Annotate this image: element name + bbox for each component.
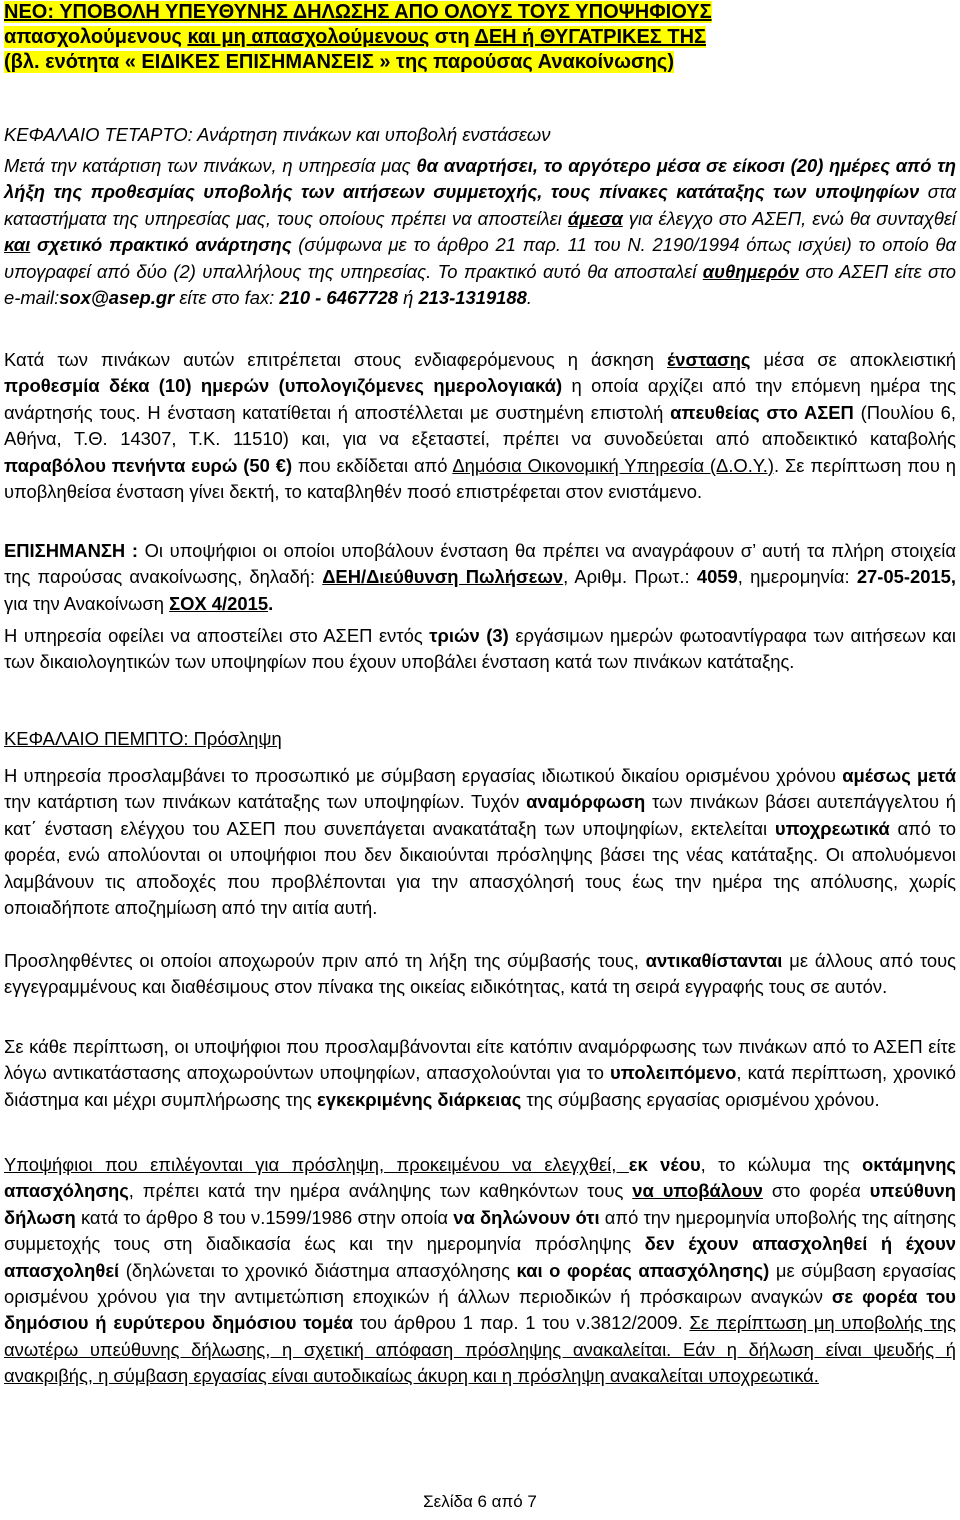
chapter-4-title: ΚΕΦΑΛΑΙΟ ΤΕΤΑΡΤΟ: Ανάρτηση πινάκων και υποβολή ενστάσεων (4, 124, 551, 145)
chapter-5-title: ΚΕΦΑΛΑΙΟ ΠΕΜΠΤΟ: Πρόσληψη (4, 728, 282, 749)
chapter-4-notice-paragraph: ΕΠΙΣΗΜΑΝΣΗ : Οι υποψήφιοι οι οποίοι υποβάλουν ένσταση θα πρέπει να αναγράφουν σ’ αυτή τα πλήρη στοιχεία της παρούσας ανακοίνωσης, δηλαδή: ΔΕΗ/Διεύθυνση Πωλήσεων, Αριθμ. Πρωτ.: 4059, ημερομηνία: 27-05-2015, για την Ανακοίνωση ΣΟΧ 4/2015. (4, 540, 957, 614)
chapter-4-paragraph-2: Κατά των πινάκων αυτών επιτρέπεται στους ενδιαφερόμενους η άσκηση ένστασης μέσα σε αποκλειστική προθεσμία δέκα (10) ημερών (υπολογιζόμενες ημερολογιακά) η οποία αρχίζει από την επόμενη ημέρα της ανάρτησής τους. Η ένσταση κατατίθεται ή αποστέλλεται με συστημένη επιστολή απευθείας στο ΑΣΕΠ (Πουλίου 6, Αθήνα, Τ.Θ. 14307, Τ.Κ. 11510) και, για να εξεταστεί, πρέπει να συνοδεύεται από αποδεικτικό καταβολής παραβόλου πενήντα ευρώ (50 €) που εκδίδεται από Δημόσια Οικονομική Υπηρεσία (Δ.Ο.Υ.). Σε περίπτωση που η υποβληθείσα ένσταση γίνει δεκτή, το καταβληθέν ποσό επιστρέφεται στον ενιστάμενο. (4, 349, 957, 503)
chapter-5-paragraph-3: Σε κάθε περίπτωση, οι υποψήφιοι που προσλαμβάνονται είτε κατόπιν αναμόρφωσης των πινάκων από το ΑΣΕΠ είτε λόγω αντικατάστασης αποχωρούντων υποψηφίων, απασχολούνται για το υπολειπόμενο, κατά περίπτωση, χρονικό διάστημα και μέχρι συμπλήρωσης της εγκεκριμένης διάρκειας της σύμβασης εργασίας ορισμένου χρόνου. (4, 1036, 956, 1110)
notice-header-line-2: απασχολούμενους και μη απασχολούμενους στη ΔΕΗ ή ΘΥΓΑΤΡΙΚΕΣ ΤΗΣ (4, 26, 707, 48)
chapter-5-paragraph-4: Υποψήφιοι που επιλέγονται για πρόσληψη, προκειμένου να ελεγχθεί, εκ νέου, το κώλυμα της οκτάμηνης απασχόλησης, πρέπει κατά την ημέρα ανάληψης των καθηκόντων τους να υποβάλουν στο φορέα υπεύθυνη δήλωση κατά το άρθρο 8 του ν.1599/1986 στην οποία να δηλώνουν ότι από την ημερομηνία υποβολής της αίτησης συμμετοχής τους στη διαδικασία έως και την ημερομηνία πρόσληψης δεν έχουν απασχοληθεί ή έχουν απασχοληθεί (δηλώνεται το χρονικό διάστημα απασχόλησης και ο φορέας απασχόλησης) με σύμβαση εργασίας ορισμένου χρόνου για την αντιμετώπιση εποχικών ή άλλων περιοδικών ή πρόσκαιρων αναγκών σε φορέα του δημόσιου ή ευρύτερου δημόσιου τομέα του άρθρου 1 παρ. 1 του ν.3812/2009. Σε περίπτωση μη υποβολής της ανωτέρω υπεύθυνης δήλωσης, η σχετική απόφαση πρόσληψης ανακαλείται. Εάν η δήλωση είναι ψευδής ή ανακριβής, η σύμβαση εργασίας είναι αυτοδικαίως άκυρη και η πρόσληψη ανακαλείται υποχρεωτικά. (4, 1154, 957, 1387)
chapter-4-paragraph-1: Μετά την κατάρτιση των πινάκων, η υπηρεσία μας θα αναρτήσει, το αργότερο μέσα σε είκοσι (20) ημέρες από τη λήξη της προθεσμίας υποβολής των αιτήσεων συμμετοχής, τους πίνακες κατάταξης των υποψηφίων στα καταστήματα της υπηρεσίας μας, τους οποίους πρέπει να αποστείλει άμεσα για έλεγχο στο ΑΣΕΠ, ενώ θα συνταχθεί και σχετικό πρακτικό ανάρτησης (σύμφωνα με το άρθρο 21 παρ. 11 του Ν. 2190/1994 όπως ισχύει) το οποίο θα υπογραφεί από δύο (2) υπαλλήλους της υπηρεσίας. Το πρακτικό αυτό θα αποσταλεί αυθημερόν στο ΑΣΕΠ είτε στο e-mail:sox@asep.gr είτε στο fax: 210 - 6467728 ή 213-1319188. (4, 155, 956, 309)
chapter-5-paragraph-2: Προσληφθέντες οι οποίοι αποχωρούν πριν από τη λήξη της σύμβασής τους, αντικαθίστανται με άλλους από τους εγγεγραμμένους και διαθέσιμους στον πίνακα της οικείας ειδικότητας, κατά τη σειρά εγγραφής τους σε αυτόν. (4, 950, 957, 998)
chapter-4-paragraph-4: Η υπηρεσία οφείλει να αποστείλει στο ΑΣΕΠ εντός τριών (3) εργάσιμων ημερών φωτοαντίγραφα των αιτήσεων και των δικαιολογητικών των υποψηφίων που έχουν υποβάλει ένσταση κατά των πινάκων κατάταξης. (4, 625, 956, 673)
notice-header (4, 0, 956, 75)
notice-header-line-3: (βλ. ενότητα « ΕΙΔΙΚΕΣ ΕΠΙΣΗΜΑΝΣΕΙΣ » της παρούσας Ανακοίνωσης) (4, 51, 674, 73)
chapter-5-paragraph-1: Η υπηρεσία προσλαμβάνει το προσωπικό με σύμβαση εργασίας ιδιωτικού δικαίου ορισμένου χρόνου αμέσως μετά την κατάρτιση των πινάκων κατάταξης των υποψηφίων. Τυχόν αναμόρφωση των πινάκων βάσει αυτεπάγγελτου ή κατ΄ ένσταση ελέγχου του ΑΣΕΠ που συνεπάγεται ανακατάταξη των υποψηφίων, εκτελείται υποχρεωτικά από το φορέα, ενώ απολύονται οι υποψήφιοι που δεν δικαιούνται πρόσληψης βάσει της νέας κατάταξης. Οι απολυόμενοι λαμβάνουν τις αποδοχές που προβλέπονται για την απασχόλησή τους έως την ημέρα της απόλυσης, χωρίς οποιαδήποτε αποζημίωση από την αιτία αυτή. (4, 765, 956, 919)
notice-header-line-1: ΝΕΟ: ΥΠΟΒΟΛΗ ΥΠΕΥΘΥΝΗΣ ΔΗΛΩΣΗΣ ΑΠΟ ΟΛΟΥΣ ΤΟΥΣ ΥΠΟΨΗΦΙΟΥΣ (4, 1, 712, 23)
page-number-footer: Σελίδα 6 από 7 (423, 1492, 537, 1511)
